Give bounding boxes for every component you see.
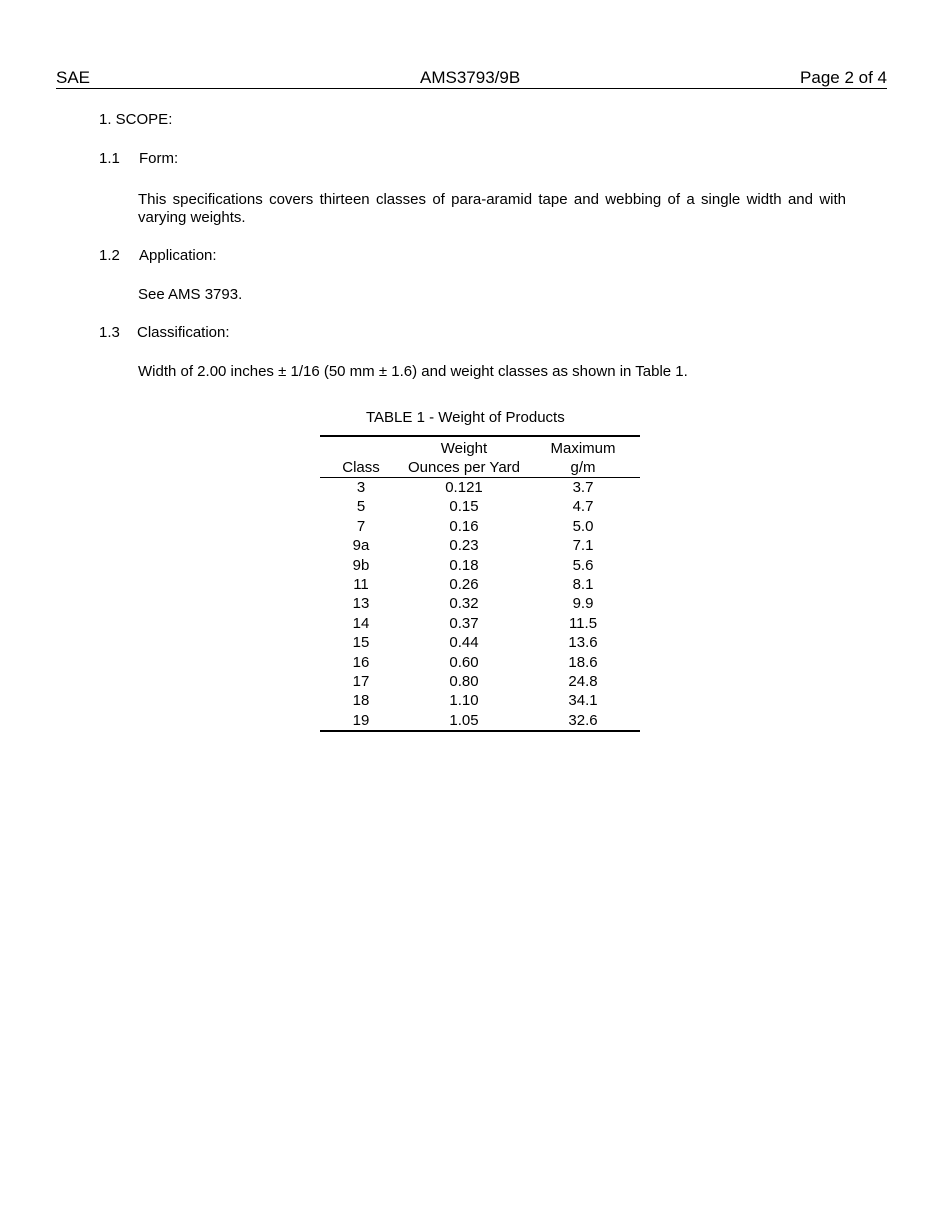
cell-weight: 0.32 (449, 595, 479, 613)
cell-weight: 1.05 (449, 711, 479, 729)
header-org: SAE (56, 68, 91, 87)
section-application-number: 1.2 (99, 247, 120, 264)
header-weight-unit: Ounces per Yard (407, 459, 520, 476)
cell-maximum: 32.6 (568, 711, 598, 729)
cell-class: 7 (356, 517, 366, 535)
cell-maximum: 9.9 (572, 595, 594, 613)
table-body (320, 478, 640, 730)
table-title: TABLE 1 - Weight of Products (366, 409, 565, 426)
cell-class: 18 (352, 692, 370, 710)
cell-weight: 0.15 (449, 498, 479, 516)
table-row (320, 594, 640, 613)
cell-weight: 0.26 (449, 575, 479, 593)
header-class: Class (342, 459, 380, 476)
cell-class: 14 (352, 614, 370, 632)
cell-class: 9a (352, 537, 370, 555)
table-row (320, 497, 640, 516)
cell-weight: 0.80 (449, 672, 479, 690)
table-row (320, 478, 640, 497)
cell-class: 9b (352, 556, 370, 574)
section-classification-text: Width of 2.00 inches ± 1/16 (50 mm ± 1.6) and weight classes as shown in Table 1. (138, 363, 688, 380)
cell-class: 16 (352, 653, 370, 671)
cell-class: 11 (353, 575, 369, 593)
table-row (320, 633, 640, 652)
header-weight: Weight (440, 440, 488, 457)
cell-maximum: 3.7 (572, 479, 594, 496)
cell-maximum: 24.8 (568, 672, 598, 690)
weight-table (320, 435, 640, 732)
cell-weight: 1.10 (449, 692, 479, 710)
cell-class: 19 (352, 711, 370, 729)
table-row (320, 575, 640, 594)
cell-maximum: 5.0 (572, 517, 594, 535)
table-row (320, 556, 640, 575)
cell-weight: 0.23 (449, 537, 479, 555)
table-bottom-rule (320, 730, 640, 732)
table-row (320, 672, 640, 691)
cell-class: 15 (352, 634, 370, 652)
header-maximum: Maximum (550, 440, 616, 457)
cell-maximum: 11.5 (568, 614, 598, 632)
page-header (56, 68, 887, 89)
table-row (320, 653, 640, 672)
cell-maximum: 34.1 (568, 692, 598, 710)
table-header (320, 437, 640, 477)
cell-weight: 0.16 (449, 517, 479, 535)
header-page-number: Page 2 of 4 (800, 68, 887, 87)
cell-maximum: 13.6 (568, 634, 598, 652)
table-row (320, 711, 640, 730)
cell-weight: 0.37 (449, 614, 479, 632)
table-row (320, 517, 640, 536)
section-classification-heading: Classification: (137, 324, 230, 341)
cell-weight: 0.121 (445, 479, 483, 496)
table-row (320, 691, 640, 710)
cell-class: 13 (352, 595, 370, 613)
section-scope-heading: 1. SCOPE: (99, 111, 173, 128)
cell-maximum: 7.1 (572, 537, 594, 555)
section-application-text: See AMS 3793. (138, 286, 243, 303)
cell-maximum: 5.6 (572, 556, 594, 574)
table-row (320, 536, 640, 555)
section-classification-number: 1.3 (99, 324, 120, 341)
section-form-heading: Form: (139, 150, 179, 167)
cell-class: 3 (356, 479, 366, 496)
cell-weight: 0.44 (449, 634, 479, 652)
cell-maximum: 18.6 (568, 653, 598, 671)
cell-maximum: 8.1 (572, 575, 594, 593)
cell-weight: 0.18 (449, 556, 479, 574)
cell-class: 5 (356, 498, 366, 516)
section-application-heading: Application: (139, 247, 217, 264)
section-form-number: 1.1 (99, 150, 120, 167)
section-form-text: This specifications covers thirteen classes of para-aramid tape and webbing of a single width and with varying weights. (138, 191, 846, 226)
header-maximum-unit: g/m (570, 459, 596, 476)
cell-class: 17 (352, 672, 370, 690)
header-doc-number: AMS3793/9B (420, 68, 521, 87)
cell-weight: 0.60 (449, 653, 479, 671)
cell-maximum: 4.7 (572, 498, 594, 516)
table-row (320, 614, 640, 633)
